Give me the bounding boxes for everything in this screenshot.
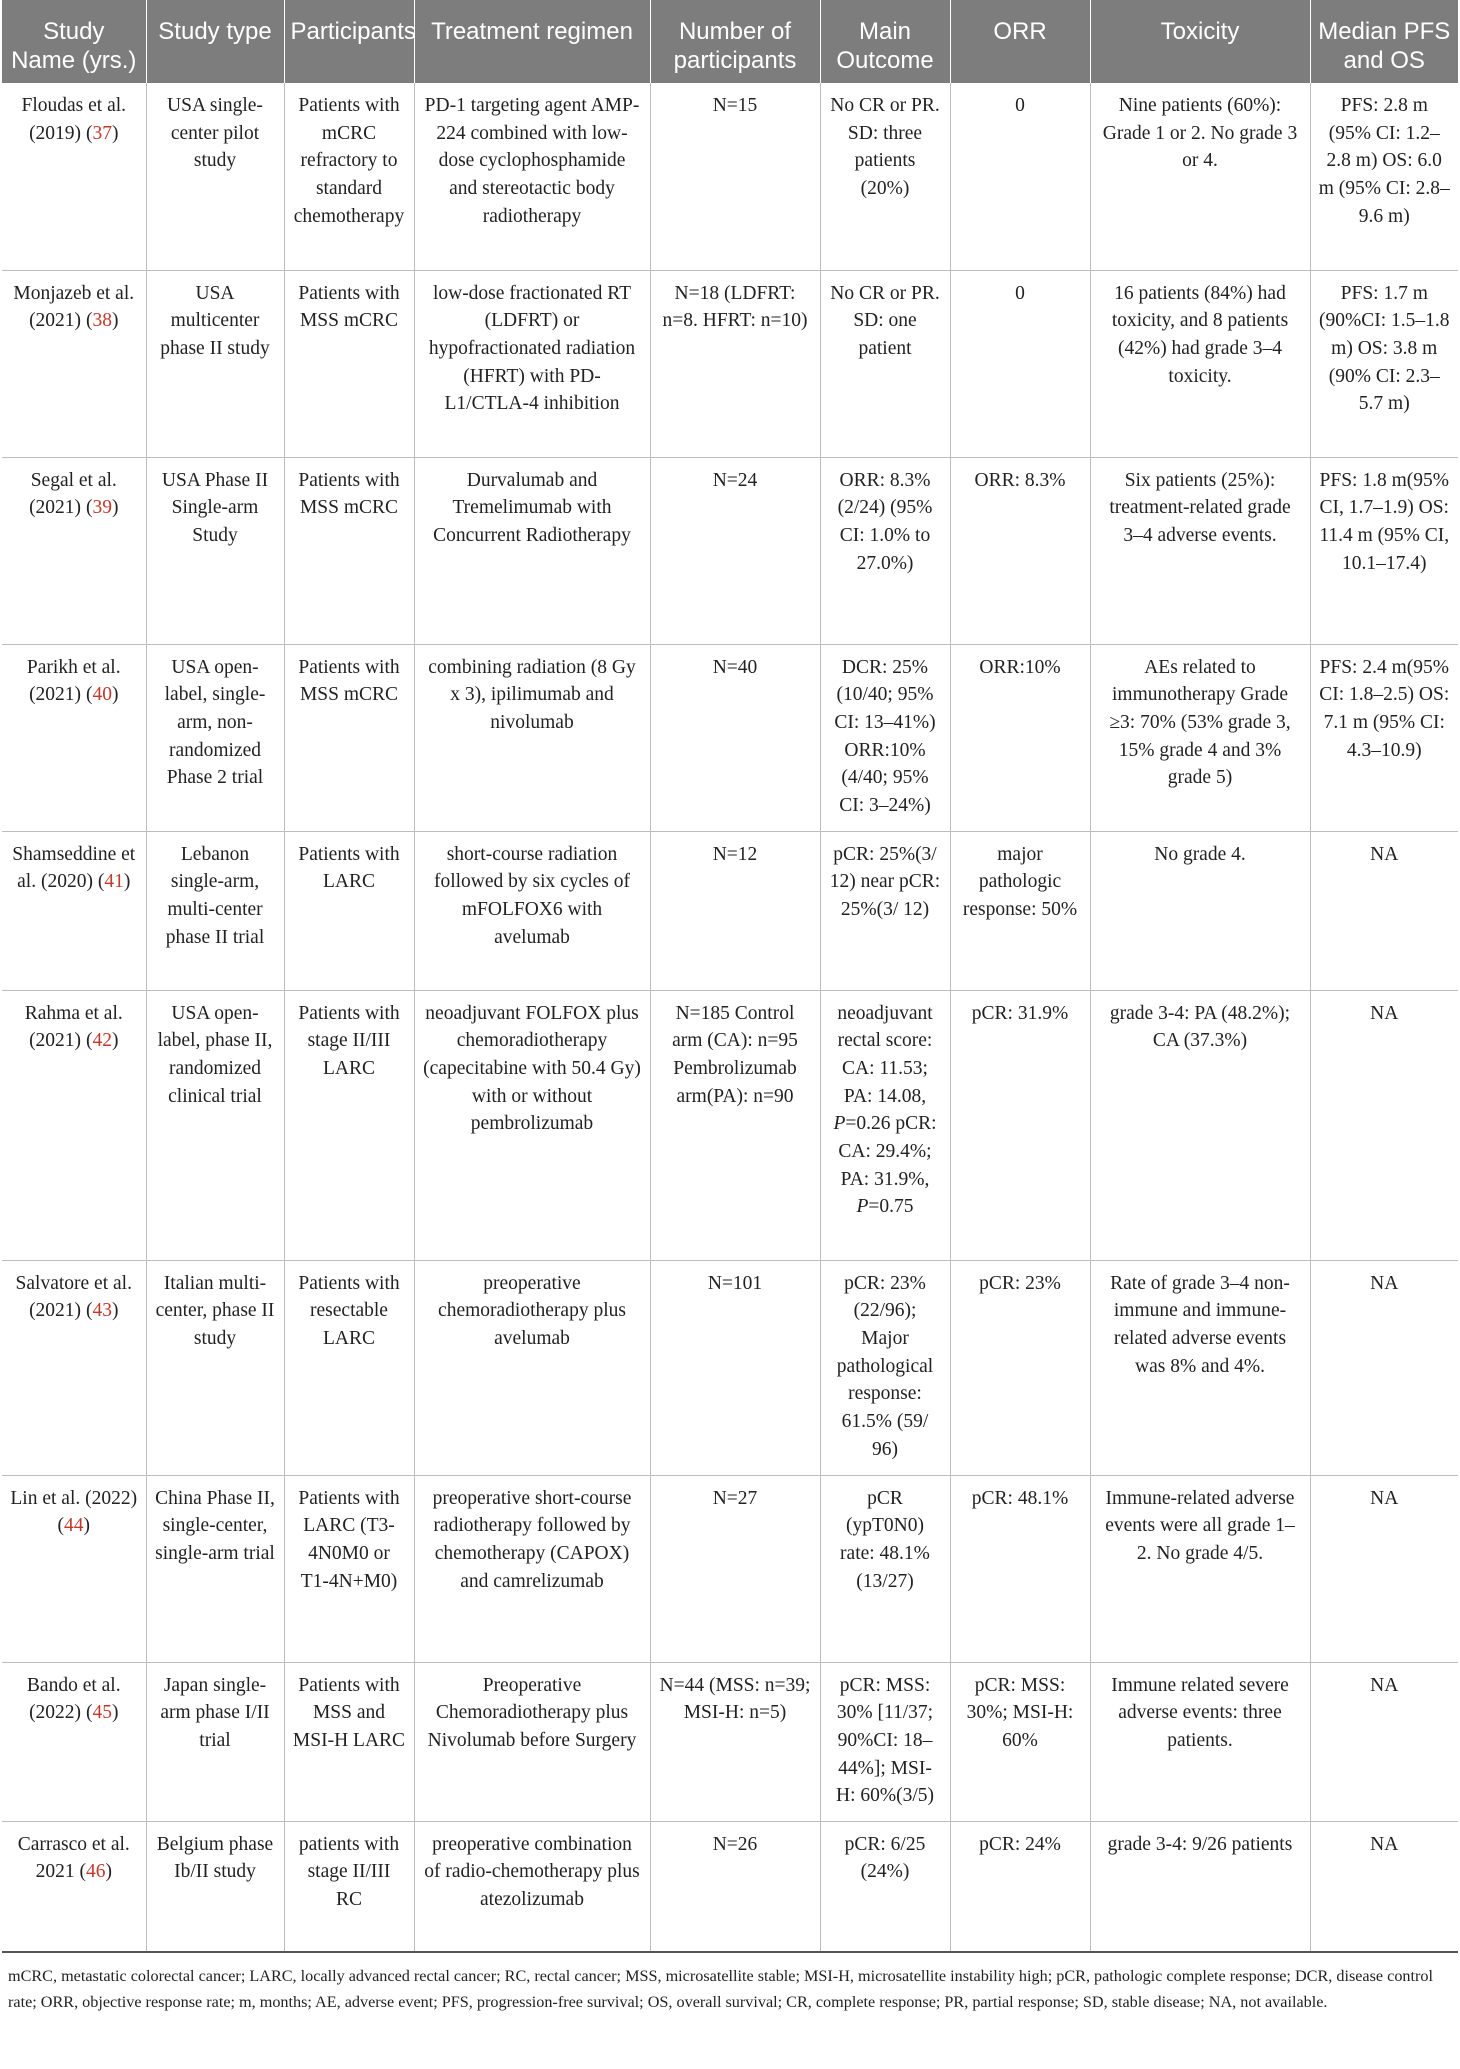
cell-study-name: Salvatore et al. (2021) (43) bbox=[2, 1260, 146, 1475]
cell-pfs-os: NA bbox=[1310, 990, 1458, 1260]
cell-number: N=185 Control arm (CA): n=95 Pembrolizumab arm(PA): n=90 bbox=[650, 990, 820, 1260]
p-value-label: P bbox=[833, 1113, 846, 1135]
table-body bbox=[2, 83, 1458, 1952]
cell-study-name: Monjazeb et al. (2021) (38) bbox=[2, 270, 146, 457]
cell-pfs-os: NA bbox=[1310, 831, 1458, 990]
cell-participants: Patients with MSS mCRC bbox=[284, 457, 414, 644]
cell-pfs-os: PFS: 1.7 m (90%CI: 1.5–1.8 m) OS: 3.8 m (90% CI: 2.3–5.7 m) bbox=[1310, 270, 1458, 457]
cell-study-type: Japan single-arm phase I/II trial bbox=[146, 1662, 284, 1821]
cell-regimen: preoperative combination of radio-chemotherapy plus atezolizumab bbox=[414, 1821, 650, 1952]
header-orr: ORR bbox=[950, 0, 1090, 83]
header-number-of-participants: Number of participants bbox=[650, 0, 820, 83]
cell-number: N=40 bbox=[650, 644, 820, 831]
cell-toxicity: AEs related to immunotherapy Grade ≥3: 70% (53% grade 3, 15% grade 4 and 3% grade 5) bbox=[1090, 644, 1310, 831]
cell-study-name: Floudas et al. (2019) (37) bbox=[2, 83, 146, 270]
table-row bbox=[2, 1475, 1458, 1662]
cell-number: N=24 bbox=[650, 457, 820, 644]
cell-orr: ORR:10% bbox=[950, 644, 1090, 831]
table-row bbox=[2, 457, 1458, 644]
table-row bbox=[2, 831, 1458, 990]
table-footnote: mCRC, metastatic colorectal cancer; LARC, locally advanced rectal cancer; RC, rectal cancer; MSS, microsatellite stable; MSI-H, microsatellite instability high; pCR, pathologic complete response; DCR, disease control rate; ORR, objective response rate; m, months; AE, adverse event; PFS, progression-free survival; OS, overall survival; CR, complete response; PR, partial response; SD, stable disease; NA, not available. bbox=[8, 1967, 1433, 2011]
cell-orr: 0 bbox=[950, 83, 1090, 270]
outcome-part-c: =0.75 bbox=[868, 1196, 914, 1218]
cell-toxicity: Rate of grade 3–4 non-immune and immune-related adverse events was 8% and 4%. bbox=[1090, 1260, 1310, 1475]
cell-orr: pCR: 48.1% bbox=[950, 1475, 1090, 1662]
cell-toxicity: 16 patients (84%) had toxicity, and 8 patients (42%) had grade 3–4 toxicity. bbox=[1090, 270, 1310, 457]
study-name: Rahma et al. (2021) bbox=[24, 1002, 123, 1052]
header-median-pfs-os: Median PFS and OS bbox=[1310, 0, 1458, 83]
table-row bbox=[2, 83, 1458, 270]
cell-study-type: USA open-label, phase II, randomized clinical trial bbox=[146, 990, 284, 1260]
cell-number: N=44 (MSS: n=39; MSI-H: n=5) bbox=[650, 1662, 820, 1821]
header-study-type: Study type bbox=[146, 0, 284, 83]
cell-regimen: PD-1 targeting agent AMP-224 combined with low-dose cyclophosphamide and stereotactic body radiotherapy bbox=[414, 83, 650, 270]
header-main-outcome: Main Outcome bbox=[820, 0, 950, 83]
reference-link[interactable]: 42 bbox=[92, 1030, 112, 1052]
cell-study-name: Segal et al. (2021) (39) bbox=[2, 457, 146, 644]
cell-toxicity: grade 3-4: PA (48.2%); CA (37.3%) bbox=[1090, 990, 1310, 1260]
cell-toxicity: Immune-related adverse events were all grade 1–2. No grade 4/5. bbox=[1090, 1475, 1310, 1662]
cell-toxicity: grade 3-4: 9/26 patients bbox=[1090, 1821, 1310, 1952]
cell-regimen: short-course radiation followed by six cycles of mFOLFOX6 with avelumab bbox=[414, 831, 650, 990]
cell-participants: Patients with resectable LARC bbox=[284, 1260, 414, 1475]
cell-study-type: USA Phase II Single-arm Study bbox=[146, 457, 284, 644]
cell-number: N=26 bbox=[650, 1821, 820, 1952]
cell-regimen: preoperative short-course radiotherapy followed by chemotherapy (CAPOX) and camrelizumab bbox=[414, 1475, 650, 1662]
cell-orr: pCR: MSS: 30%; MSI-H: 60% bbox=[950, 1662, 1090, 1821]
cell-pfs-os: NA bbox=[1310, 1662, 1458, 1821]
cell-pfs-os: NA bbox=[1310, 1821, 1458, 1952]
cell-orr: pCR: 24% bbox=[950, 1821, 1090, 1952]
cell-study-type: USA single-center pilot study bbox=[146, 83, 284, 270]
cell-pfs-os: PFS: 2.8 m (95% CI: 1.2–2.8 m) OS: 6.0 m (95% CI: 2.8–9.6 m) bbox=[1310, 83, 1458, 270]
cell-study-name: Bando et al. (2022) (45) bbox=[2, 1662, 146, 1821]
cell-participants: patients with stage II/III RC bbox=[284, 1821, 414, 1952]
table-row bbox=[2, 990, 1458, 1260]
cell-regimen: neoadjuvant FOLFOX plus chemoradiotherapy (capecitabine with 50.4 Gy) with or without pembrolizumab bbox=[414, 990, 650, 1260]
study-name: Segal et al. (2021) bbox=[29, 469, 117, 519]
cell-outcome: No CR or PR. SD: one patient bbox=[820, 270, 950, 457]
reference-link[interactable]: 38 bbox=[92, 310, 112, 332]
cell-participants: Patients with MSS mCRC bbox=[284, 270, 414, 457]
cell-regimen: low-dose fractionated RT (LDFRT) or hypofractionated radiation (HFRT) with PD-L1/CTLA-4 inhibition bbox=[414, 270, 650, 457]
reference-link[interactable]: 44 bbox=[64, 1515, 84, 1537]
cell-pfs-os: PFS: 2.4 m(95% CI: 1.8–2.5) OS: 7.1 m (95% CI: 4.3–10.9) bbox=[1310, 644, 1458, 831]
cell-study-name: Parikh et al. (2021) (40) bbox=[2, 644, 146, 831]
header-toxicity: Toxicity bbox=[1090, 0, 1310, 83]
reference-link[interactable]: 46 bbox=[85, 1861, 106, 1883]
cell-pfs-os: NA bbox=[1310, 1260, 1458, 1475]
reference-link[interactable]: 37 bbox=[92, 122, 112, 144]
studies-table bbox=[2, 0, 1458, 1953]
p-value-label: P bbox=[856, 1196, 869, 1218]
cell-outcome: pCR: MSS: 30% [11/37; 90%CI: 18–44%]; MSI-H: 60%(3/5) bbox=[820, 1662, 950, 1821]
cell-outcome: pCR: 25%(3/ 12) near pCR: 25%(3/ 12) bbox=[820, 831, 950, 990]
cell-study-type: Belgium phase Ib/II study bbox=[146, 1821, 284, 1952]
cell-outcome: pCR: 23%(22/96); Major pathological response: 61.5% (59/ 96) bbox=[820, 1260, 950, 1475]
outcome-part-a: neoadjuvant rectal score: CA: 11.53; PA: 14.08, bbox=[837, 1002, 933, 1107]
reference-link[interactable]: 40 bbox=[92, 684, 112, 706]
table-header bbox=[2, 0, 1458, 83]
study-name: Monjazeb et al. (2021) bbox=[13, 282, 135, 332]
reference-link[interactable]: 39 bbox=[92, 497, 112, 519]
cell-orr: ORR: 8.3% bbox=[950, 457, 1090, 644]
cell-orr: major pathologic response: 50% bbox=[950, 831, 1090, 990]
cell-toxicity: Immune related severe adverse events: three patients. bbox=[1090, 1662, 1310, 1821]
cell-outcome: DCR: 25% (10/40; 95% CI: 13–41%) ORR:10% (4/40; 95% CI: 3–24%) bbox=[820, 644, 950, 831]
table-row bbox=[2, 1821, 1458, 1952]
cell-orr: 0 bbox=[950, 270, 1090, 457]
cell-outcome bbox=[820, 990, 950, 1260]
table-row bbox=[2, 644, 1458, 831]
reference-link[interactable]: 41 bbox=[104, 871, 124, 893]
cell-regimen: combining radiation (8 Gy x 3), ipilimumab and nivolumab bbox=[414, 644, 650, 831]
cell-toxicity: Six patients (25%): treatment-related grade 3–4 adverse events. bbox=[1090, 457, 1310, 644]
study-name: Carrasco et al. 2021 bbox=[17, 1833, 130, 1883]
cell-study-type: Lebanon single-arm, multi-center phase II trial bbox=[146, 831, 284, 990]
cell-study-type: USA open-label, single-arm, non-randomized Phase 2 trial bbox=[146, 644, 284, 831]
cell-toxicity: Nine patients (60%): Grade 1 or 2. No grade 3 or 4. bbox=[1090, 83, 1310, 270]
header-treatment-regimen: Treatment regimen bbox=[414, 0, 650, 83]
study-name: Lin et al. (2022) bbox=[10, 1487, 138, 1509]
cell-participants: Patients with MSS mCRC bbox=[284, 644, 414, 831]
cell-number: N=12 bbox=[650, 831, 820, 990]
cell-participants: Patients with MSS and MSI-H LARC bbox=[284, 1662, 414, 1821]
cell-outcome: ORR: 8.3% (2/24) (95% CI: 1.0% to 27.0%) bbox=[820, 457, 950, 644]
table-row bbox=[2, 270, 1458, 457]
cell-study-type: USA multicenter phase II study bbox=[146, 270, 284, 457]
table-row bbox=[2, 1662, 1458, 1821]
cell-orr: pCR: 31.9% bbox=[950, 990, 1090, 1260]
header-study-name: Study Name (yrs.) bbox=[2, 0, 146, 83]
cell-number: N=15 bbox=[650, 83, 820, 270]
cell-study-name: Carrasco et al. 2021 (46) bbox=[2, 1821, 146, 1952]
header-participants: Participants bbox=[284, 0, 414, 83]
study-name: Shamseddine et al. (2020) bbox=[12, 843, 136, 893]
cell-participants: Patients with LARC (T3-4N0M0 or T1-4N+M0) bbox=[284, 1475, 414, 1662]
study-name: Floudas et al. (2019) bbox=[21, 95, 127, 144]
header-row bbox=[2, 0, 1458, 83]
cell-pfs-os: PFS: 1.8 m(95% CI, 1.7–1.9) OS: 11.4 m (95% CI, 10.1–17.4) bbox=[1310, 457, 1458, 644]
study-name: Bando et al. (2022) bbox=[26, 1674, 121, 1724]
cell-outcome: pCR (ypT0N0) rate: 48.1% (13/27) bbox=[820, 1475, 950, 1662]
cell-outcome: pCR: 6/25 (24%) bbox=[820, 1821, 950, 1952]
cell-orr: pCR: 23% bbox=[950, 1260, 1090, 1475]
cell-number: N=18 (LDFRT: n=8. HFRT: n=10) bbox=[650, 270, 820, 457]
cell-regimen: preoperative chemoradiotherapy plus avelumab bbox=[414, 1260, 650, 1475]
cell-regimen: Durvalumab and Tremelimumab with Concurrent Radiotherapy bbox=[414, 457, 650, 644]
table-row bbox=[2, 1260, 1458, 1475]
cell-study-name: Lin et al. (2022) (44) bbox=[2, 1475, 146, 1662]
cell-toxicity: No grade 4. bbox=[1090, 831, 1310, 990]
reference-link[interactable]: 45 bbox=[92, 1702, 112, 1724]
cell-regimen: Preoperative Chemoradiotherapy plus Nivolumab before Surgery bbox=[414, 1662, 650, 1821]
cell-outcome: No CR or PR. SD: three patients (20%) bbox=[820, 83, 950, 270]
cell-number: N=27 bbox=[650, 1475, 820, 1662]
cell-study-name: Shamseddine et al. (2020) (41) bbox=[2, 831, 146, 990]
cell-participants: Patients with mCRC refractory to standard chemotherapy bbox=[284, 83, 414, 270]
study-name: Parikh et al. (2021) bbox=[26, 656, 121, 706]
cell-study-type: Italian multi-center, phase II study bbox=[146, 1260, 284, 1475]
cell-participants: Patients with stage II/III LARC bbox=[284, 990, 414, 1260]
outcome-part-b: =0.26 pCR: CA: 29.4%; PA: 31.9%, bbox=[838, 1113, 937, 1190]
cell-study-name: Rahma et al. (2021) (42) bbox=[2, 990, 146, 1260]
cell-participants: Patients with LARC bbox=[284, 831, 414, 990]
study-name: Salvatore et al. (2021) bbox=[15, 1272, 132, 1322]
cell-pfs-os: NA bbox=[1310, 1475, 1458, 1662]
cell-number: N=101 bbox=[650, 1260, 820, 1475]
cell-study-type: China Phase II, single-center, single-arm trial bbox=[146, 1475, 284, 1662]
reference-link[interactable]: 43 bbox=[92, 1300, 112, 1322]
